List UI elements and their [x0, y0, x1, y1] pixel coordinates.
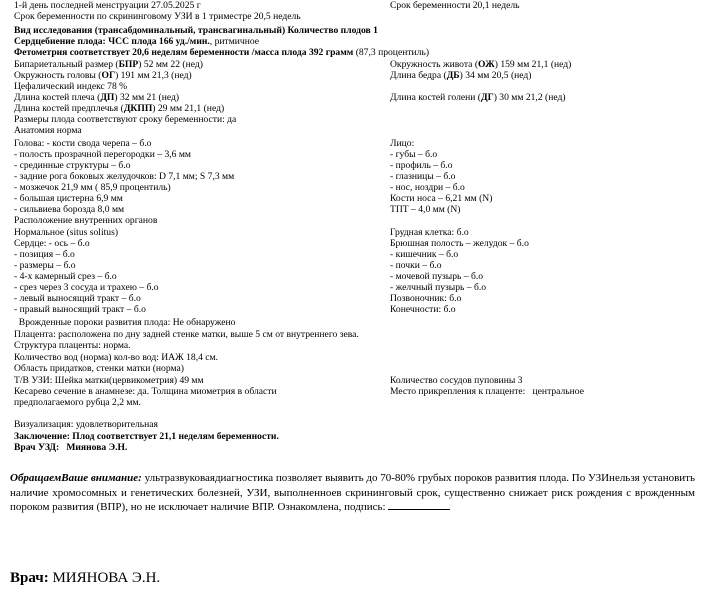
- anatomy-line: Нормальное (situs solitus): [14, 227, 119, 238]
- body-line: - желчный пузырь – б.о: [390, 282, 487, 293]
- notice-paragraph: [10, 471, 695, 515]
- notice-heading: ОбращаемВаше внимание:: [10, 472, 142, 484]
- fetometry-rest: (87,3 процентиль): [353, 47, 430, 58]
- placenta-line: предполагаемого рубца 2,2 мм.: [14, 397, 141, 408]
- fetometry: [14, 48, 429, 59]
- placenta-line: Т/В УЗИ: Шейка матки(цервикометрия) 49 мм: [14, 375, 204, 386]
- body-line: - кишечник – б.о: [390, 249, 459, 260]
- anatomy-line: - размеры – б.о: [14, 260, 76, 271]
- placenta-line: Плацента: расположена по дну задней стенке матки, выше 5 см от внутреннего зева.: [14, 329, 359, 340]
- body-line: Грудная клетка: б.о: [390, 227, 469, 238]
- body-line: Брюшная полость – желудок – б.о: [390, 238, 529, 249]
- doctor-label: Врач:: [10, 570, 49, 586]
- body-line: Конечности: б.о: [390, 304, 456, 315]
- fetometry-bold: Фетометрия соответствует 20,6 неделям беременности /масса плода 392 грамм: [14, 47, 354, 58]
- placenta-line: Область придатков, стенки матки (норма): [14, 363, 184, 374]
- face-line: Кости носа – 6,21 мм (N): [390, 193, 493, 204]
- placenta-line: Кесарево сечение в анамнезе: да. Толщина миометрия в области: [14, 386, 277, 397]
- heart-rate: [14, 37, 259, 48]
- sonographer-line: Врач УЗД: Миянова Э.Н.: [14, 442, 128, 453]
- notice-text: ультразвуковаядиагностика позволяет выявить до 70-80% грубых пороков развития плода. По УЗИнельзя установить наличие хромосомных и генетических болезней, УЗИ, выполненноев скрининговый срок, существенно снижает риск рождения с врожденным пороком развития (ВПР), но не исключает наличие ВПР. Ознакомлена, подпись:: [10, 472, 695, 513]
- placenta-line: Структура плаценты: норма.: [14, 340, 131, 351]
- face-line: ТПТ – 4,0 мм (N): [390, 204, 461, 215]
- anatomy-line: - полость прозрачной перегородки – 3,6 мм: [14, 149, 191, 160]
- size-match: Размеры плода соответствуют сроку беременности: да: [14, 114, 237, 125]
- doctor-name: МИЯНОВА Э.Н.: [48, 570, 161, 586]
- cord-vessels: Количество сосудов пуповины 3: [390, 375, 523, 386]
- body-line: - почки – б.о: [390, 260, 442, 271]
- anatomy-line: - большая цистерна 6,9 мм: [14, 193, 123, 204]
- anatomy-line: - правый выносящий тракт – б.о: [14, 304, 146, 315]
- anatomy-line: - 4-х камерный срез – б.о: [14, 271, 117, 282]
- anatomy-line: - срез через 3 сосуда и трахею – б.о: [14, 282, 159, 293]
- bpd-row: Бипариетальный размер (БПР) 52 мм 22 (нед): [14, 59, 203, 70]
- humerus-row: Длина костей плеча (ДП) 32 мм 21 (нед): [14, 92, 180, 103]
- conclusion: Заключение: Плод соответствует 21,1 неделям беременности.: [14, 431, 279, 442]
- lmp-date: 1-й день последней менструации 27.05.2025 г: [14, 0, 201, 11]
- malformations: Врожденные пороки развития плода: Не обнаружено: [14, 317, 236, 328]
- cephalic-index-row: Цефалический индекс 78 %: [14, 81, 128, 92]
- cord-insertion: Место прикрепления к плаценте: центральное: [390, 386, 584, 397]
- heart-rate-bold: Сердцебиение плода: ЧСС плода 166 уд./мин.: [14, 36, 210, 47]
- body-line: - мочевой пузырь – б.о: [390, 271, 484, 282]
- visualization: Визуализация: удовлетворительная: [14, 419, 158, 430]
- face-line: Лицо:: [390, 138, 415, 149]
- anatomy-line: - левый выносящий тракт – б.о: [14, 293, 141, 304]
- hc-row: Окружность головы (ОГ) 191 мм 21,3 (нед): [14, 70, 192, 81]
- face-line: - губы – б.о: [390, 149, 438, 160]
- ga-by-lmp: Срок беременности 20,1 недель: [390, 0, 520, 11]
- anatomy-line: Сердце: - ось – б.о: [14, 238, 90, 249]
- ac-row: Окружность живота (ОЖ) 159 мм 21,1 (нед): [390, 59, 572, 70]
- doctor-footer: [10, 569, 160, 587]
- anatomy-line: - задние рога боковых желудочков: D 7,1 мм; S 7,3 мм: [14, 171, 235, 182]
- face-line: - профиль – б.о: [390, 160, 453, 171]
- face-line: - нос, ноздри – б.о: [390, 182, 465, 193]
- anatomy-line: - мозжечок 21,9 мм ( 85,9 процентиль): [14, 182, 171, 193]
- femur-row: Длина бедра (ДБ) 34 мм 20,5 (нед): [390, 70, 532, 81]
- anatomy: Анатомия норма: [14, 125, 82, 136]
- anatomy-line: - позиция – б.о: [14, 249, 75, 260]
- anatomy-line: - срединные структуры – б.о: [14, 160, 131, 171]
- signature-line[interactable]: [388, 500, 450, 510]
- heart-rate-rest: , ритмичное: [209, 36, 260, 47]
- ga-by-first-scan: Срок беременности по скрининговому УЗИ в 1 триместре 20,5 недель: [14, 11, 301, 22]
- anatomy-line: Голова: - кости свода черепа – б.о: [14, 138, 152, 149]
- tibia-row: Длина костей голени (ДГ) 30 мм 21,2 (нед): [390, 92, 566, 103]
- placenta-line: Количество вод (норма) кол-во вод: ИАЖ 18,4 см.: [14, 352, 219, 363]
- anatomy-line: Расположение внутренних органов: [14, 215, 158, 226]
- body-line: Позвоночник: б.о: [390, 293, 462, 304]
- study-type: Вид исследования (трансабдоминальный, трансвагинальный) Количество плодов 1: [14, 25, 378, 36]
- forearm-row: Длина костей предплечья (ДКПП) 29 мм 21,1 (нед): [14, 103, 225, 114]
- face-line: - глазницы – б.о: [390, 171, 456, 182]
- anatomy-line: - сильвиева борозда 8,0 мм: [14, 204, 125, 215]
